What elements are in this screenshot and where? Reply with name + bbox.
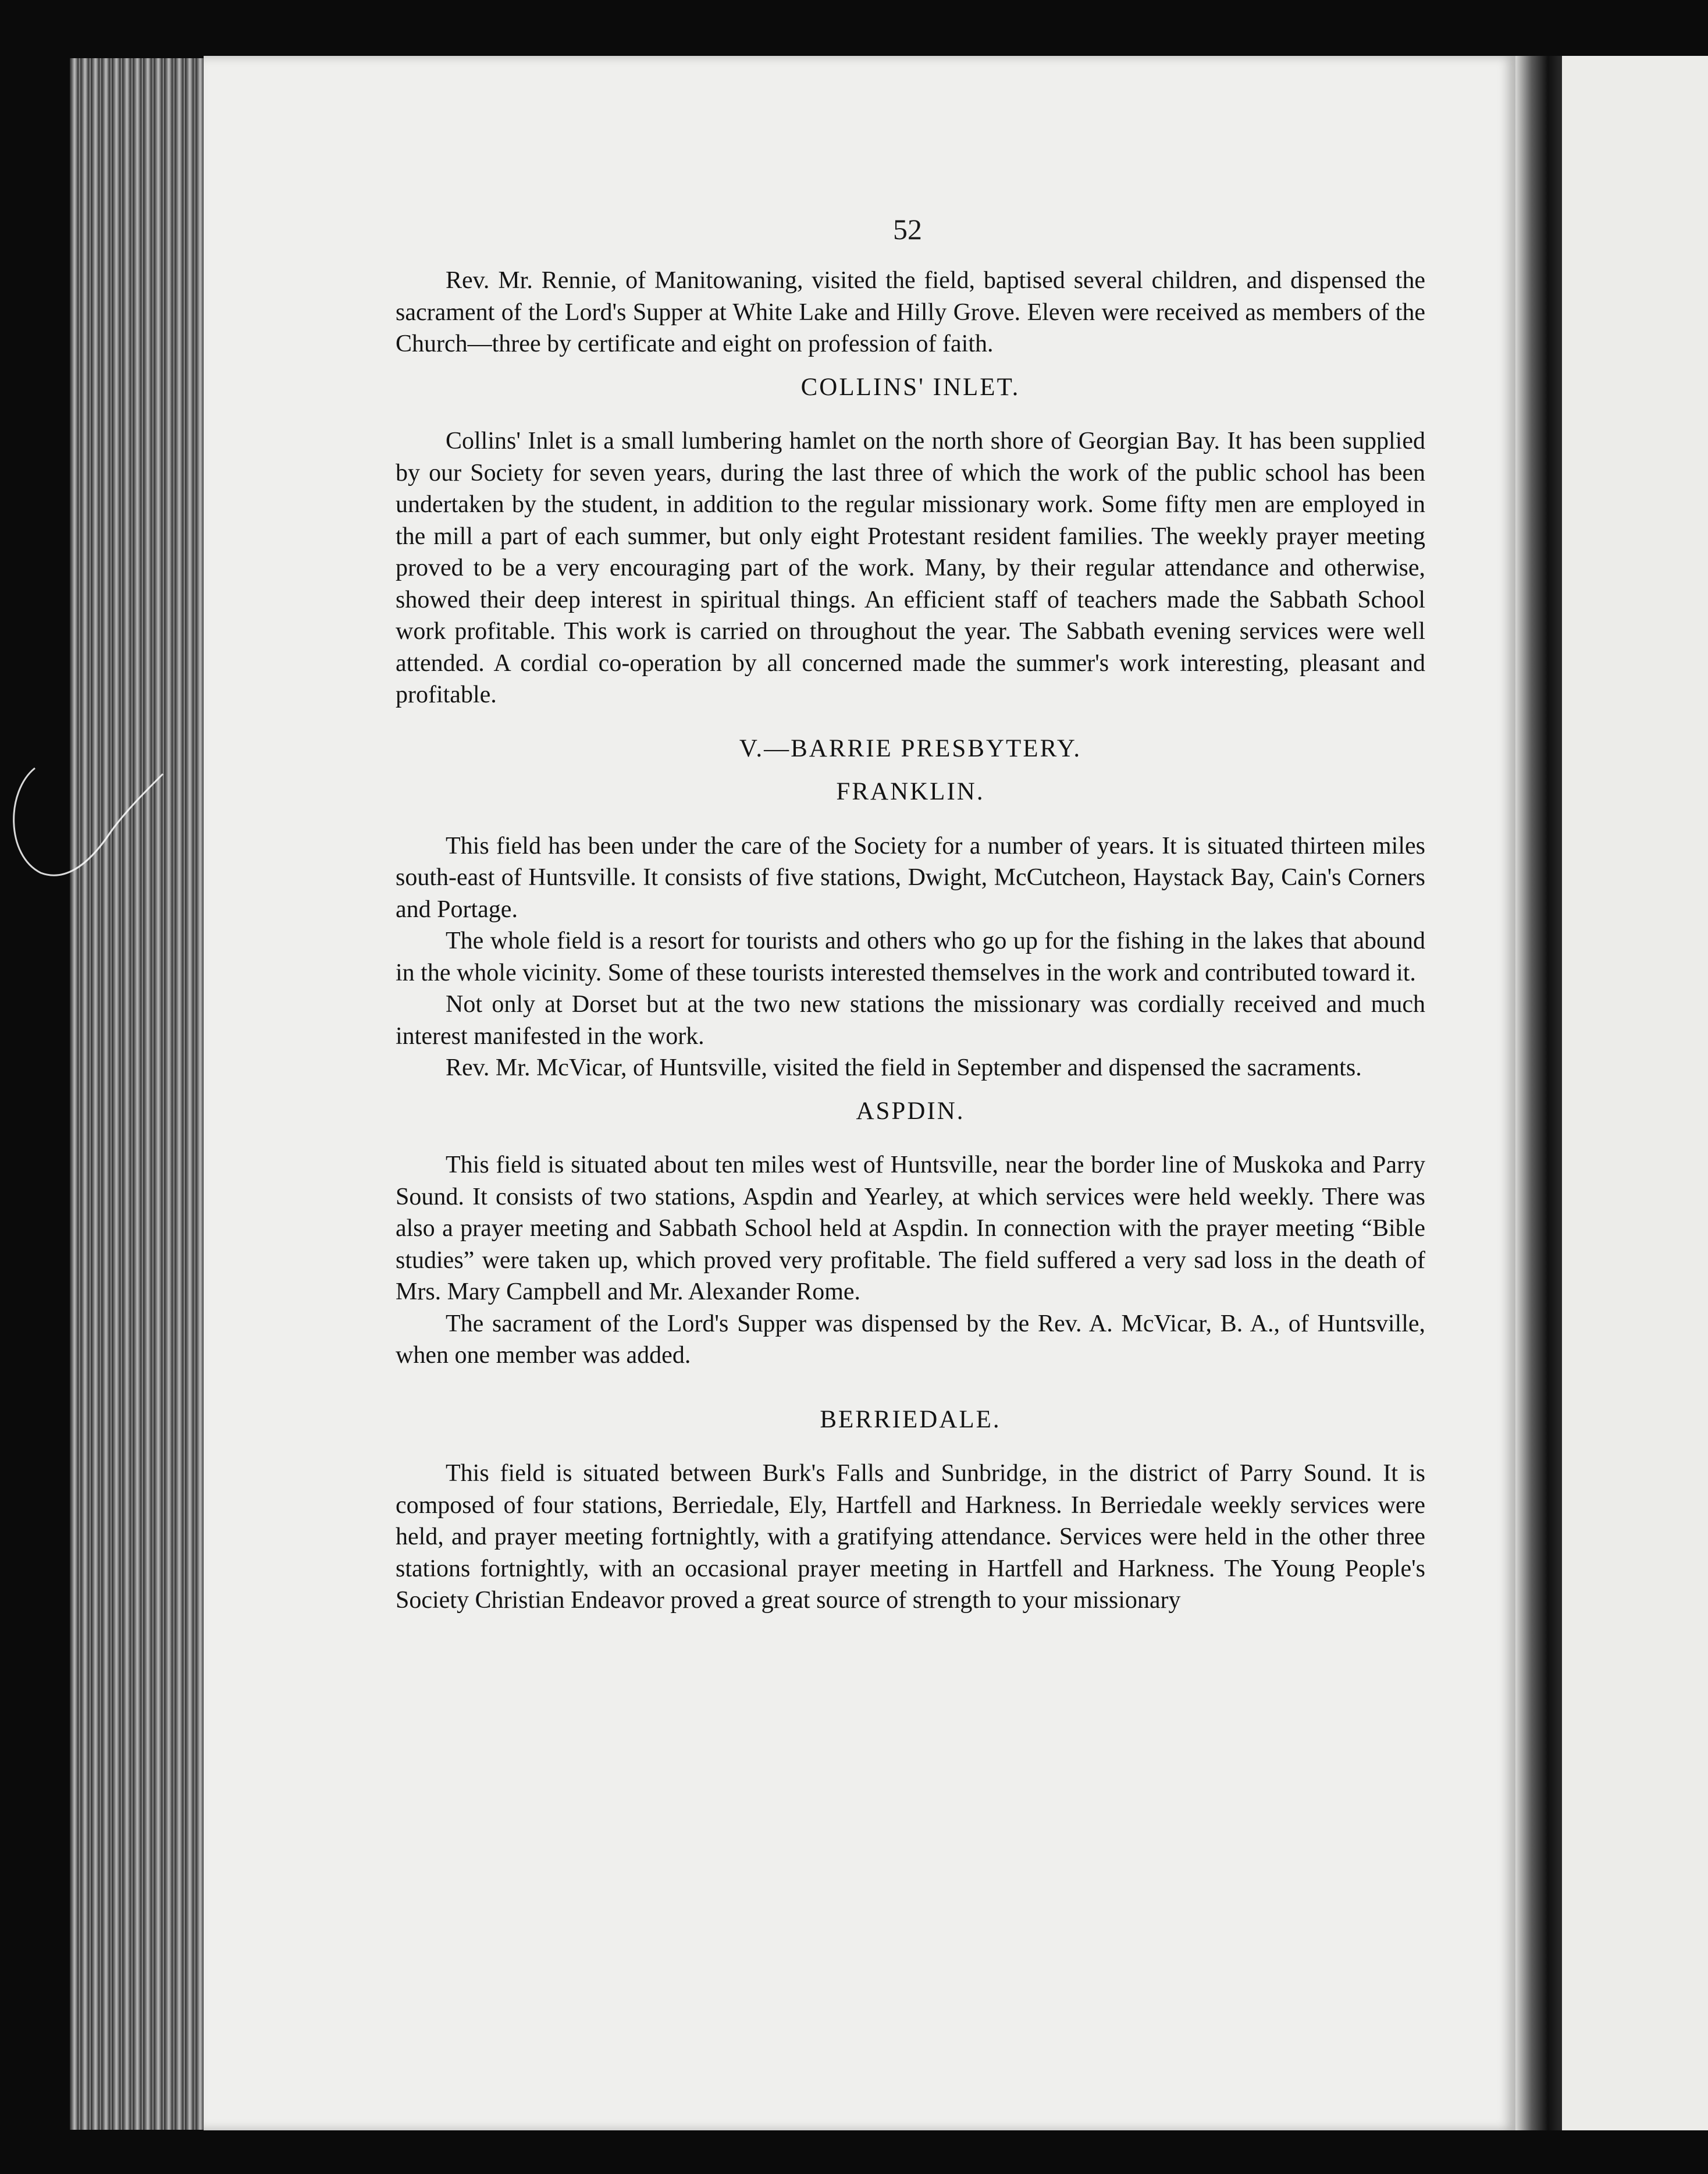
- page-edge-stack: [70, 58, 209, 2130]
- paragraph: The sacrament of the Lord's Supper was dispensed by the Rev. A. McVicar, B. A., of Huntsville, when one member was added.: [396, 1310, 1425, 1369]
- book-gutter: [1515, 56, 1562, 2130]
- margin-pencil-mark: [0, 756, 175, 896]
- section-heading-berriedale: BERRIEDALE.: [820, 1405, 1001, 1433]
- paragraph: Collins' Inlet is a small lumbering hamlet on the north shore of Georgian Bay. It has been supplied by our Society for seven years, during the last three of which the work of the public school has been undertaken by the student, in addition to the regular missionary work. Some fifty men are employed in the mill a part of each summer, but only eight Protestant resident families. The weekly prayer meeting proved to be a very encouraging part of the work. Many, by their regular attendance and otherwise, showed their deep interest in spiritual things. An efficient staff of teachers made the Sabbath School work profitable. This work is carried on throughout the year. The Sabbath evening services were well attended. A cordial co-operation by all concerned made the summer's work interesting, pleasant and profitable.: [396, 428, 1425, 708]
- paragraph: Not only at Dorset but at the two new stations the missionary was cordially received and much interest manifested in the work.: [396, 991, 1425, 1050]
- paragraph: Rev. Mr. Rennie, of Manitowaning, visited the field, baptised several children, and dispensed the sacrament of the Lord's Supper at White Lake and Hilly Grove. Eleven were received as members of the Church—three by certificate and eight on profession of faith.: [396, 267, 1425, 357]
- paragraph: This field is situated between Burk's Falls and Sunbridge, in the district of Parry Sound. It is composed of four stations, Berriedale, Ely, Hartfell and Harkness. In Berriedale weekly services were held, and prayer meeting fortnightly, with a gratifying attendance. Services were held in the other three stations fortnightly, with an occasional prayer meeting in Hartfell and Harkness. The Young People's Society Christian Endeavor proved a great source of strength to your missionary: [396, 1460, 1425, 1614]
- paragraph: This field is situated about ten miles west of Huntsville, near the border line of Muskoka and Parry Sound. It consists of two stations, Aspdin and Yearley, at which services were held weekly. There was also a prayer meeting and Sabbath School held at Aspdin. In connection with the prayer meeting “Bible studies” were taken up, which proved very profitable. The field suffered a very sad loss in the death of Mrs. Mary Campbell and Mr. Alexander Rome.: [396, 1152, 1425, 1305]
- paragraph: This field has been under the care of the Society for a number of years. It is situated thirteen miles south-east of Huntsville. It consists of five stations, Dwight, McCutcheon, Haystack Bay, Cain's Corners and Portage.: [396, 832, 1425, 923]
- section-heading-aspdin: ASPDIN.: [856, 1097, 965, 1125]
- section-heading-barrie-presbytery: V.—BARRIE PRESBYTERY.: [739, 734, 1082, 762]
- main-text-column: [396, 265, 1425, 1617]
- section-heading-franklin: FRANKLIN.: [836, 778, 985, 805]
- section-heading-collins-inlet: COLLINS' INLET.: [800, 373, 1020, 401]
- page-number: 52: [893, 213, 922, 246]
- paragraph: The whole field is a resort for tourists and others who go up for the fishing in the lakes that abound in the whole vicinity. Some of these tourists interested themselves in the work and contributed toward it.: [396, 928, 1425, 986]
- adjacent-page: [1562, 56, 1708, 2130]
- paragraph: Rev. Mr. McVicar, of Huntsville, visited the field in September and dispensed the sacraments.: [446, 1054, 1362, 1081]
